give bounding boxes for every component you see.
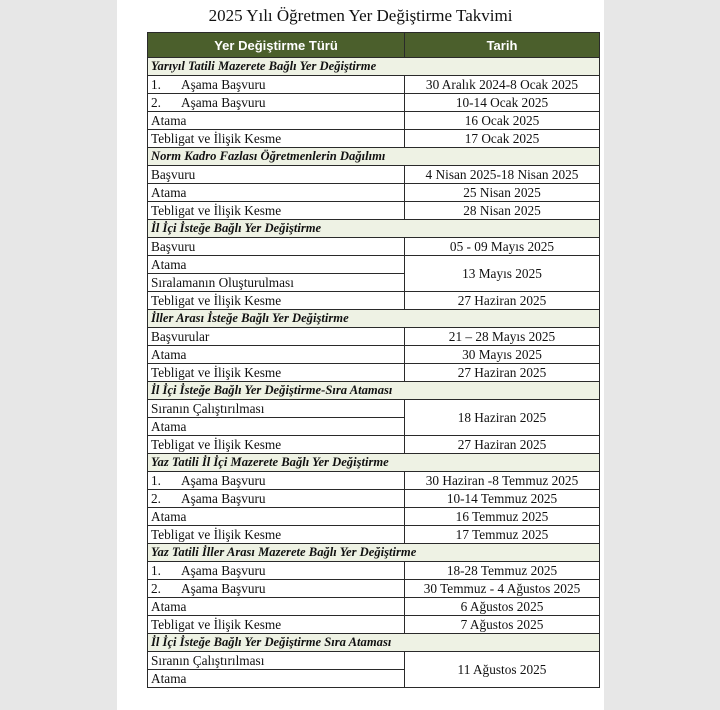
row-date: 10-14 Ocak 2025 bbox=[405, 94, 600, 112]
row-type-cell bbox=[148, 202, 405, 220]
row-date: 6 Ağustos 2025 bbox=[405, 598, 600, 616]
row-date: 16 Ocak 2025 bbox=[405, 112, 600, 130]
row-label: Sıranın Çalıştırılması bbox=[148, 652, 405, 670]
row-type-cell bbox=[148, 526, 405, 544]
schedule-table bbox=[147, 32, 600, 688]
step-number: 1. bbox=[151, 473, 161, 488]
row-label: Aşama Başvuru bbox=[181, 77, 266, 92]
row-type-cell bbox=[148, 508, 405, 526]
row-type-cell bbox=[148, 238, 405, 256]
section-row bbox=[148, 634, 600, 652]
row-date: 17 Temmuz 2025 bbox=[405, 526, 600, 544]
row-label: Sıranın Çalıştırılması bbox=[148, 400, 405, 418]
row-date: 27 Haziran 2025 bbox=[405, 292, 600, 310]
row-date: 27 Haziran 2025 bbox=[405, 364, 600, 382]
row-date: 18 Haziran 2025 bbox=[405, 400, 600, 436]
table-body bbox=[148, 58, 600, 688]
step-number: 1. bbox=[151, 563, 161, 578]
table-row bbox=[148, 526, 600, 544]
table-row bbox=[148, 580, 600, 598]
row-date: 13 Mayıs 2025 bbox=[405, 256, 600, 292]
step-number: 1. bbox=[151, 77, 161, 92]
row-label: Aşama Başvuru bbox=[181, 491, 266, 506]
table-row bbox=[148, 328, 600, 346]
row-type-cell bbox=[148, 130, 405, 148]
section-title: Yarıyıl Tatili Mazerete Bağlı Yer Değiştirme bbox=[148, 58, 600, 76]
section-row bbox=[148, 58, 600, 76]
section-title: İl İçi İsteğe Bağlı Yer Değiştirme Sıra Ataması bbox=[148, 634, 600, 652]
table-row bbox=[148, 490, 600, 508]
row-date: 21 – 28 Mayıs 2025 bbox=[405, 328, 600, 346]
table-row bbox=[148, 292, 600, 310]
row-type-cell bbox=[148, 364, 405, 382]
table-row bbox=[148, 598, 600, 616]
table-row bbox=[148, 508, 600, 526]
table-row bbox=[148, 256, 600, 274]
row-date: 16 Temmuz 2025 bbox=[405, 508, 600, 526]
row-type-cell bbox=[148, 616, 405, 634]
table-row bbox=[148, 364, 600, 382]
row-date: 4 Nisan 2025-18 Nisan 2025 bbox=[405, 166, 600, 184]
table-row bbox=[148, 346, 600, 364]
section-row bbox=[148, 220, 600, 238]
row-date: 30 Temmuz - 4 Ağustos 2025 bbox=[405, 580, 600, 598]
header-type: Yer Değiştirme Türü bbox=[148, 33, 405, 58]
table-row bbox=[148, 616, 600, 634]
row-label: Tebligat ve İlişik Kesme bbox=[151, 365, 282, 380]
table-row bbox=[148, 202, 600, 220]
table-row bbox=[148, 184, 600, 202]
row-label: Başvuru bbox=[151, 167, 196, 182]
row-label: Tebligat ve İlişik Kesme bbox=[151, 131, 282, 146]
table-row bbox=[148, 76, 600, 94]
table-row bbox=[148, 238, 600, 256]
section-row bbox=[148, 544, 600, 562]
step-number: 2. bbox=[151, 581, 161, 596]
row-label: Aşama Başvuru bbox=[181, 581, 266, 596]
table-row bbox=[148, 562, 600, 580]
section-title: İl İçi İsteğe Bağlı Yer Değiştirme bbox=[148, 220, 600, 238]
row-type-cell bbox=[148, 436, 405, 454]
row-date: 25 Nisan 2025 bbox=[405, 184, 600, 202]
row-type-cell bbox=[148, 472, 405, 490]
row-label: Tebligat ve İlişik Kesme bbox=[151, 203, 282, 218]
row-type-cell bbox=[148, 112, 405, 130]
table-row bbox=[148, 400, 600, 418]
table-row bbox=[148, 472, 600, 490]
row-date: 17 Ocak 2025 bbox=[405, 130, 600, 148]
row-label: Atama bbox=[148, 670, 405, 688]
table-header-row bbox=[148, 33, 600, 58]
row-type-cell bbox=[148, 76, 405, 94]
row-type-cell bbox=[148, 562, 405, 580]
section-title: Yaz Tatili İller Arası Mazerete Bağlı Yer Değiştirme bbox=[148, 544, 600, 562]
row-type-cell bbox=[148, 166, 405, 184]
table-row bbox=[148, 652, 600, 670]
section-row bbox=[148, 310, 600, 328]
row-type-cell bbox=[148, 292, 405, 310]
table-row bbox=[148, 166, 600, 184]
row-date: 30 Aralık 2024-8 Ocak 2025 bbox=[405, 76, 600, 94]
row-type-cell bbox=[148, 490, 405, 508]
row-label: Aşama Başvuru bbox=[181, 473, 266, 488]
row-date: 10-14 Temmuz 2025 bbox=[405, 490, 600, 508]
page-title: 2025 Yılı Öğretmen Yer Değiştirme Takvimi bbox=[208, 6, 513, 25]
row-label: Atama bbox=[151, 347, 187, 362]
row-label: Atama bbox=[148, 256, 405, 274]
row-label: Atama bbox=[148, 418, 405, 436]
row-date: 11 Ağustos 2025 bbox=[405, 652, 600, 688]
row-label: Aşama Başvuru bbox=[181, 95, 266, 110]
row-label: Atama bbox=[151, 509, 187, 524]
row-label: Tebligat ve İlişik Kesme bbox=[151, 527, 282, 542]
row-date: 05 - 09 Mayıs 2025 bbox=[405, 238, 600, 256]
table-row bbox=[148, 94, 600, 112]
row-type-cell bbox=[148, 598, 405, 616]
section-row bbox=[148, 148, 600, 166]
row-label: Atama bbox=[151, 185, 187, 200]
table-row bbox=[148, 112, 600, 130]
row-label: Aşama Başvuru bbox=[181, 563, 266, 578]
row-label: Başvurular bbox=[151, 329, 210, 344]
row-date: 27 Haziran 2025 bbox=[405, 436, 600, 454]
row-label: Sıralamanın Oluşturulması bbox=[148, 274, 405, 292]
row-type-cell bbox=[148, 184, 405, 202]
row-type-cell bbox=[148, 346, 405, 364]
header-date: Tarih bbox=[405, 33, 600, 58]
section-title: Yaz Tatili İl İçi Mazerete Bağlı Yer Değiştirme bbox=[148, 454, 600, 472]
row-type-cell bbox=[148, 328, 405, 346]
section-title: İller Arası İsteğe Bağlı Yer Değiştirme bbox=[148, 310, 600, 328]
row-label: Başvuru bbox=[151, 239, 196, 254]
section-title: Norm Kadro Fazlası Öğretmenlerin Dağılımı bbox=[148, 148, 600, 166]
step-number: 2. bbox=[151, 491, 161, 506]
row-type-cell bbox=[148, 94, 405, 112]
step-number: 2. bbox=[151, 95, 161, 110]
row-date: 18-28 Temmuz 2025 bbox=[405, 562, 600, 580]
row-date: 28 Nisan 2025 bbox=[405, 202, 600, 220]
row-label: Atama bbox=[151, 599, 187, 614]
row-label: Atama bbox=[151, 113, 187, 128]
row-label: Tebligat ve İlişik Kesme bbox=[151, 293, 282, 308]
table-row bbox=[148, 130, 600, 148]
section-title: İl İçi İsteğe Bağlı Yer Değiştirme-Sıra Ataması bbox=[148, 382, 600, 400]
section-row bbox=[148, 382, 600, 400]
row-date: 30 Haziran -8 Temmuz 2025 bbox=[405, 472, 600, 490]
section-row bbox=[148, 454, 600, 472]
row-type-cell bbox=[148, 580, 405, 598]
row-label: Tebligat ve İlişik Kesme bbox=[151, 617, 282, 632]
row-label: Tebligat ve İlişik Kesme bbox=[151, 437, 282, 452]
table-row bbox=[148, 436, 600, 454]
row-date: 30 Mayıs 2025 bbox=[405, 346, 600, 364]
row-date: 7 Ağustos 2025 bbox=[405, 616, 600, 634]
